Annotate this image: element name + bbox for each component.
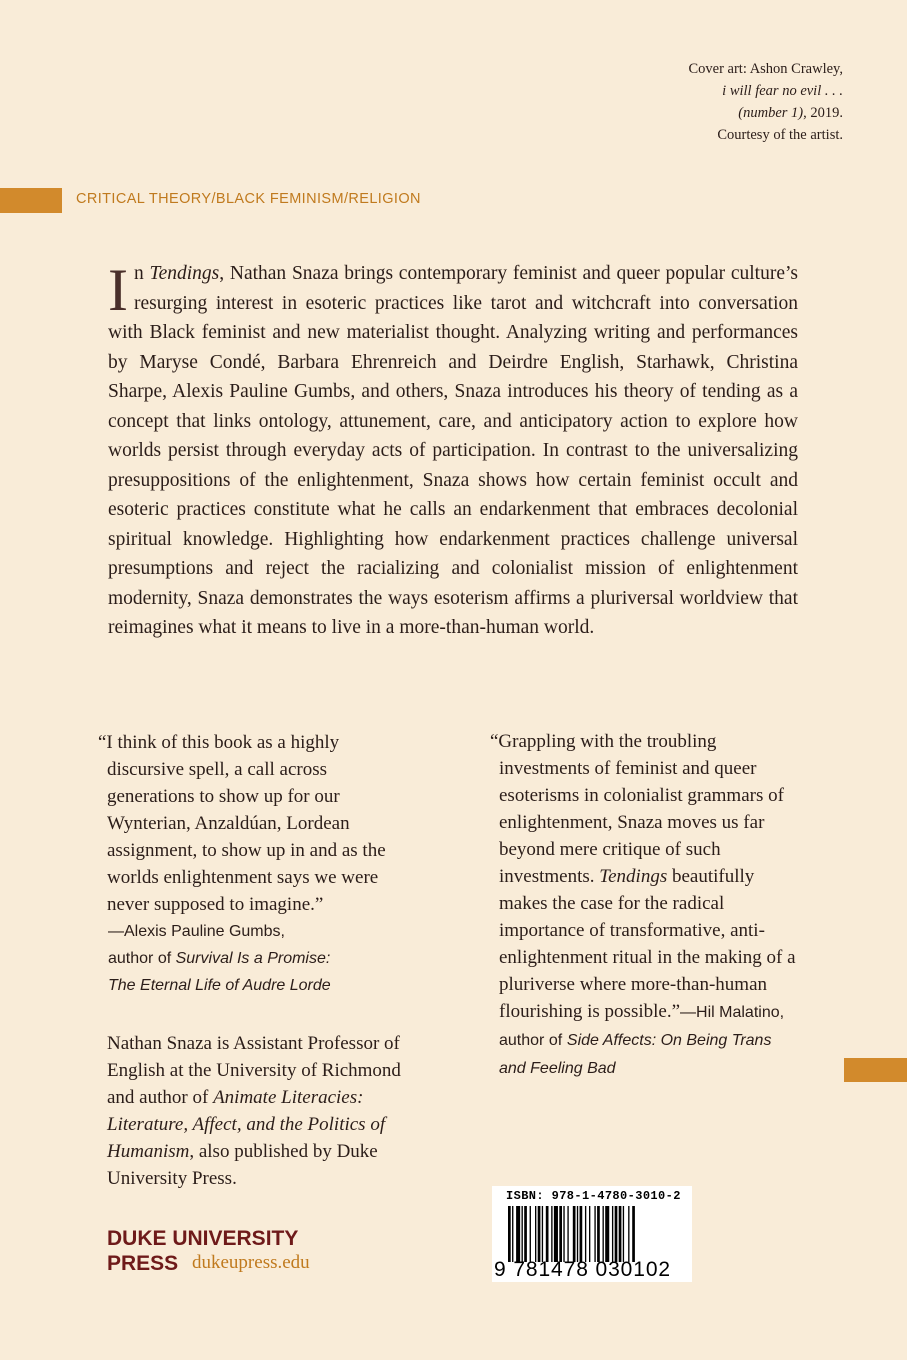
category-label: CRITICAL THEORY/BLACK FEMINISM/RELIGION — [76, 191, 421, 207]
credit-year: , 2019. — [803, 105, 843, 121]
blurb-malatino — [490, 728, 800, 1082]
blurb-gumbs — [98, 729, 398, 999]
publisher-name-line-2: PRESS — [107, 1252, 179, 1275]
blurb-malatino-text-1: “Grappling with the troubling investments of feminist and queer esoterisms in colonialist grammars of enlightenment, Snaza moves us far beyond mere critique of such investments. — [490, 731, 784, 887]
credit-line-1: Cover art: Ashon Crawley, — [688, 61, 843, 77]
publisher-name-line-1: DUKE UNIVERSITY — [107, 1227, 299, 1250]
accent-bar-right — [844, 1058, 907, 1082]
blurb-gumbs-text: “I think of this book as a highly discursive spell, a call across generations to show up for our Wynterian, Anzaldúan, Lordean assignment, to show up in and as the worlds enlightenment says we were never supposed to imagine.” — [98, 732, 386, 915]
publisher-url[interactable]: dukeupress.edu — [192, 1252, 310, 1273]
blurb-gumbs-attribution: —Alexis Pauline Gumbs, — [108, 923, 285, 940]
author-bio-text-2: , also published by Duke University Press. — [107, 1141, 378, 1189]
author-bio-text-1: Nathan Snaza is Assistant Professor of English at the University of Richmond and author of — [107, 1033, 401, 1108]
author-bio-book: Animate Literacies: Literature, Affect, and the Politics of Humanism — [107, 1087, 386, 1162]
cover-credit — [523, 58, 843, 146]
credit-artwork-number: (number 1) — [738, 105, 804, 121]
description-book-title: Tendings — [149, 263, 220, 284]
isbn-barcode — [492, 1186, 692, 1282]
blurb-gumbs-author-of: author of — [108, 950, 176, 967]
book-description — [108, 259, 798, 643]
barcode-icon — [508, 1206, 678, 1262]
isbn-label: ISBN: 978-1-4780-3010-2 — [506, 1189, 681, 1203]
drop-cap: I — [108, 257, 128, 323]
blurb-gumbs-book-2: The Eternal Life of Audre Lorde — [108, 977, 331, 994]
blurb-malatino-book: Side Affects: On Being Trans and Feeling Bad — [499, 1032, 772, 1077]
blurb-malatino-text-2: beautifully makes the case for the radical importance of transformative, anti-enlightenment ritual in the making of a pluriverse where more-than-human flourishing is possible.” — [499, 866, 796, 1022]
author-bio — [107, 1030, 412, 1192]
credit-line-4: Courtesy of the artist. — [717, 127, 843, 143]
credit-artwork-title: i will fear no evil . . . — [722, 83, 843, 99]
isbn-digits: 9 781478 030102 — [494, 1258, 671, 1281]
blurb-gumbs-book-1: Survival Is a Promise: — [175, 950, 331, 967]
accent-bar-left — [0, 188, 62, 213]
blurb-malatino-book-title: Tendings — [599, 866, 668, 887]
description-lead: n — [133, 263, 150, 284]
description-text: , Nathan Snaza brings contemporary feminist and queer popular culture’s resurging interest in esoteric practices like tarot and witchcraft into conversation with Black feminist and new materialist thought. Analyzing writing and performances by Maryse Condé, Barbara Ehrenreich and Deirdre English, Starhawk, Christina Sharpe, Alexis Pauline Gumbs, and others, Snaza introduces his theory of tending as a concept that links ontology, attunement, care, and anticipatory action to explore how worlds persist through everyday acts of participation. In contrast to the universalizing presuppositions of the enlightenment, Snaza shows how certain feminist occult and esoteric practices constitute what he calls an endarkenment that embraces decolonial spiritual knowledge. Highlighting how endarkenment practices challenge universal presumptions and reject the racializing and colonialist mission of enlightenment modernity, Snaza demonstrates the ways esoterism affirms a pluriversal worldview that reimagines what it means to live in a more-than-human world. — [108, 263, 799, 638]
blurb-malatino-attribution: —Hil Malatino, author of — [499, 1004, 785, 1049]
